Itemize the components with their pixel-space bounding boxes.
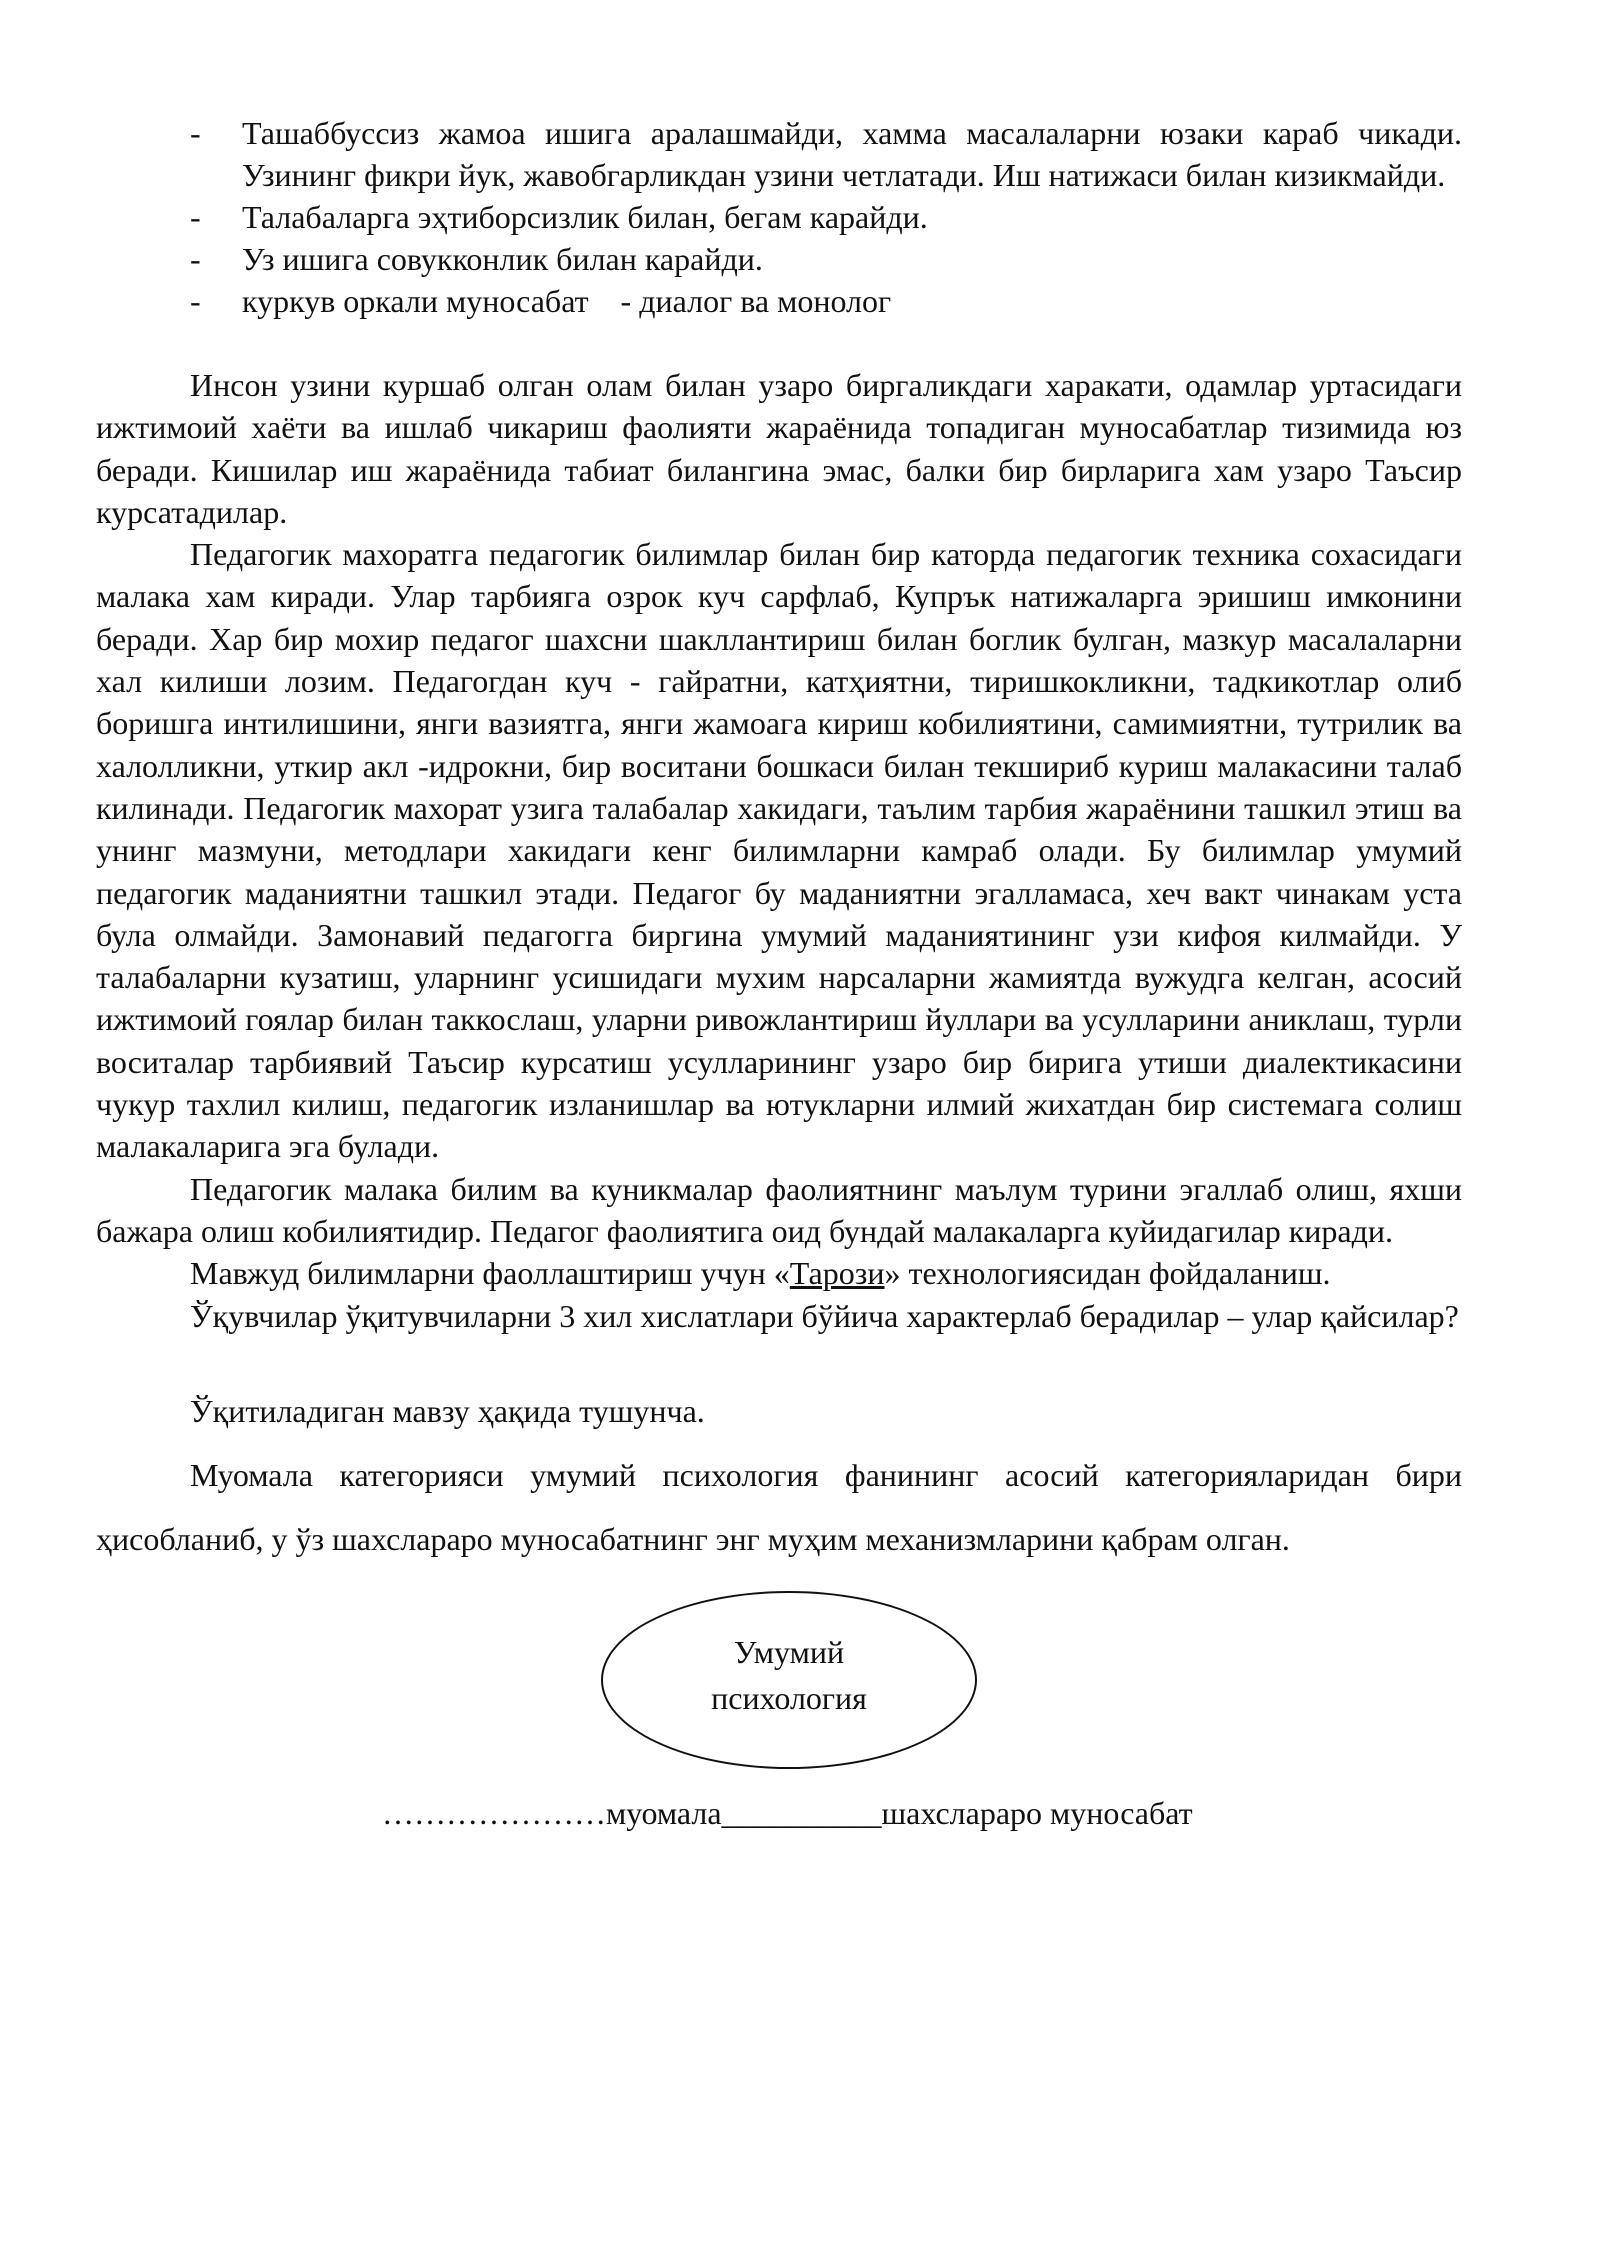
bullet-dash: -: [190, 241, 201, 277]
spacer: [96, 322, 1462, 364]
tarozi-link[interactable]: Тарози: [789, 1255, 885, 1292]
paragraph-5: Ўқувчилар ўқитувчиларни 3 хил хислатлари бўйича характерлаб берадилар – улар қайсилар?: [190, 1297, 1459, 1334]
ellipse-label: [601, 1629, 977, 1721]
bullet-list: [96, 112, 1462, 322]
paragraph-2: Педагогик махоратга педагогик билимлар билан бир каторда педагогик техника сохасидаги малака хам киради. Улар тарбияга озрок куч сарфлаб, Купрък натижаларга эришиш имконини беради. Хар бир мохир педагог шахсни шакллантириш билан боглик булган, мазкур масалаларни хал килиши лозим. Педагогдан куч - гайратни, катҳиятни, тиришкокликни, тадкикотлар олиб боришга интилишини, янги вазиятга, янги жамоага кириш кобилиятини, самимиятни, тутрилик ва халолликни, уткир акл -идрокни, бир воситани бошкаси билан текшириб куриш малакасини талаб килинади. Педагогик махорат узига талабалар хакидаги, таълим тарбия жараёнини ташкил этиш ва унинг мазмуни, методлари хакидаги кенг билимларни камраб олади. Бу билимлар умумий педагогик маданиятни ташкил этади. Педагог бу маданиятни эгалламаса, хеч вакт чинакам уста була олмайди. Замонавий педагогга биргина умумий маданиятининг узи кифоя килмайди. У талабаларни кузатиш, уларнинг усишидаги мухим нарсаларни жамиятда вужудга келган, асосий ижтимоий гоялар билан таккослаш, уларни ривожлантириш йуллари ва усулларини аниклаш, турли воситалар тарбиявий Таъсир курсатиш усулларининг узаро бир бирига утиши диалектикасини чукур тахлил килиш, педагогик изланишлар ва ютукларни илмий жихатдан бир системага солиш малакаларига эга булади.: [96, 536, 1462, 1165]
bullet-dash: -: [190, 199, 201, 235]
relation-communication: муомала: [606, 1794, 722, 1831]
paragraph-6: Ўқитиладиган мавзу ҳақида тушунча.: [190, 1392, 705, 1429]
list-item: [96, 196, 1462, 238]
spacer: [96, 1337, 1462, 1379]
relation-blank: __________: [721, 1794, 882, 1831]
paragraph-4-end: » технологиясидан фойдаланиш.: [884, 1255, 1331, 1292]
bullet-dash: -: [190, 283, 201, 319]
relation-interpersonal: шахслараро муносабат: [881, 1794, 1193, 1831]
list-item: [96, 280, 1462, 322]
bullet-text: куркув оркали муносабат - диалог ва монолог: [242, 283, 892, 319]
paragraph-4: [96, 1252, 1462, 1294]
list-item: [96, 112, 1462, 196]
ellipse-label-line1: Умумий: [733, 1633, 845, 1670]
list-item: [96, 238, 1462, 280]
bullet-dash: -: [190, 115, 201, 151]
paragraph-4-start: Мавжуд билимларни фаоллаштириш учун «: [190, 1255, 790, 1292]
relation-dots: …………………: [382, 1794, 606, 1831]
bullet-text: Уз ишига совукконлик билан карайди.: [242, 241, 763, 277]
paragraph-1: Инсон узини куршаб олган олам билан узаро биргаликдаги харакати, одамлар уртасидаги ижтимоий хаёти ва ишлаб чикариш фаолияти жараёнида топадиган муносабатлар тизимида юз беради. Кишилар иш жараёнида табиат билангина эмас, балки бир бирларига хам узаро Таъсир курсатадилар.: [96, 367, 1462, 530]
bullet-text: Ташаббуссиз жамоа ишига аралашмайди, хамма масалаларни юзаки караб чикади. Узининг фикри йук, жавобгарликдан узини четлатади. Иш натижаси билан кизикмайди.: [242, 115, 1462, 193]
ellipse-label-line2: психология: [711, 1679, 867, 1716]
concept-diagram: [96, 1571, 1462, 1851]
document-page: [96, 112, 1462, 1851]
bullet-text: Талабаларга эҳтиборсизлик билан, бегам карайди.: [242, 199, 928, 235]
paragraph-3: Педагогик малака билим ва куникмалар фаолиятнинг маълум турини эгаллаб олиш, яхши бажара олиш кобилиятидир. Педагог фаолиятига оид бундай малакаларга куйидагилар киради.: [96, 1170, 1462, 1249]
diagram-relation-line: [382, 1795, 1193, 1832]
paragraph-7: Муомала категорияси умумий психология фанининг асосий категорияларидан бири ҳисобланиб, у ўз шахслараро муносабатнинг энг муҳим механизмларини қабрам олган.: [96, 1456, 1462, 1557]
